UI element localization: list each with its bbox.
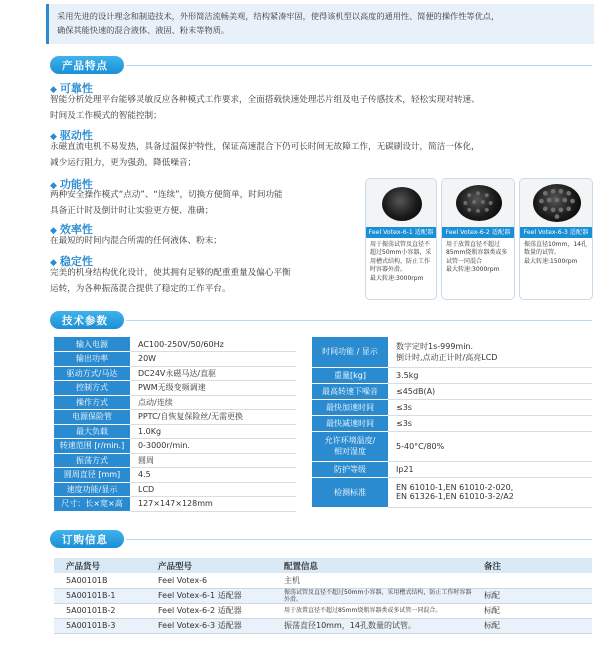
spec-value: ≤3s	[388, 415, 592, 431]
spec-key: 最快减速时间	[312, 415, 388, 431]
table-row	[54, 603, 592, 618]
spec-value: 5-40°C/80%	[388, 431, 592, 461]
adapter-1-label: Feel Votex-6-1 适配器	[366, 227, 436, 238]
spec-value: 圆周	[130, 453, 296, 468]
spec-key: 圆周直径 [mm]	[54, 468, 130, 483]
adapter-2-holes	[442, 179, 514, 227]
spec-key: 输入电源	[54, 337, 130, 352]
cell-code: 5A00101B-3	[54, 618, 146, 633]
table-row	[54, 366, 296, 381]
spec-value: EN 61010-1,EN 61010-2-020, EN 61326-1,EN 61010-3-2/A2	[388, 477, 592, 507]
spec-key: 最快加速时间	[312, 399, 388, 415]
cell-note: 标配	[472, 618, 592, 633]
spec-value: ≤45dB(A)	[388, 383, 592, 399]
spec-value: Ip21	[388, 461, 592, 477]
cell-model: Feel Votex-6	[146, 573, 272, 588]
cell-code: 5A00101B-1	[54, 588, 146, 603]
cell-code: 5A00101B	[54, 573, 146, 588]
feature-title-function: ◆ 功能性	[50, 178, 93, 191]
spec-key: 最高转速下噪音	[312, 383, 388, 399]
spec-value: 4.5	[130, 468, 296, 483]
feature-text-stability: 完美的机身结构优化设计，使其拥有足够的配重重量及偏心平衡 运转，为各种振荡混合提供了稳定的工作平台。	[50, 268, 291, 294]
spec-key: 最大负载	[54, 424, 130, 439]
adapter-2-label: Feel Votex-6-2 适配器	[442, 227, 514, 238]
table-row	[54, 381, 296, 396]
cell-model: Feel Votex-6-1 适配器	[146, 588, 272, 603]
spec-value: 0-3000r/min.	[130, 439, 296, 454]
cell-config: 振荡试管及直径不超过50mm小容器，采用槽式结构，防止工作时容器外滑。	[272, 588, 472, 603]
feature-title-drive: ◆ 驱动性	[50, 129, 93, 142]
intro-line-2: 确保其能快速的混合液体、液固、粉末等物质。	[57, 25, 229, 35]
section-title-order: 订购信息	[50, 530, 124, 548]
column-header: 产品货号	[54, 558, 146, 573]
intro-banner	[46, 4, 594, 44]
spec-value: 3.5kg	[388, 367, 592, 383]
column-header: 产品型号	[146, 558, 272, 573]
table-header-row	[54, 558, 592, 573]
feature-text-efficiency: 在最短的时间内混合所需的任何液体、粉末；	[50, 236, 222, 246]
table-row	[54, 618, 592, 633]
table-row	[54, 573, 592, 588]
adapter-1-photo	[366, 179, 436, 227]
table-row	[54, 395, 296, 410]
cell-model: Feel Votex-6-2 适配器	[146, 603, 272, 618]
spec-key: 时间功能 / 显示	[312, 337, 388, 367]
spec-key: 防护等级	[312, 461, 388, 477]
spec-key: 驱动方式/马达	[54, 366, 130, 381]
table-row	[312, 461, 592, 477]
feature-title-reliability: ◆ 可靠性	[50, 82, 93, 95]
adapter-card-2	[441, 178, 515, 300]
spec-key: 操作方式	[54, 395, 130, 410]
table-row	[54, 352, 296, 367]
section-title-features: 产品特点	[50, 56, 124, 74]
spec-table-left	[54, 337, 296, 512]
section-title-specs: 技术参数	[50, 311, 124, 329]
spec-value: 127×147×128mm	[130, 497, 296, 512]
section-divider	[126, 320, 592, 321]
cell-note	[472, 573, 592, 588]
spec-value: DC24V永磁马达/直驱	[130, 366, 296, 381]
table-row	[312, 337, 592, 367]
feature-title-stability: ◆ 稳定性	[50, 255, 93, 268]
spec-key: 重量[kg]	[312, 367, 388, 383]
table-row	[54, 497, 296, 512]
spec-key: 尺寸：长×宽×高	[54, 497, 130, 512]
spec-value: PWM无级变频调速	[130, 381, 296, 396]
cell-code: 5A00101B-2	[54, 603, 146, 618]
spec-value: PPTC/自恢复保险丝/无需更换	[130, 410, 296, 425]
adapter-2-desc: 用于放置直径不超过 85mm烧瓶容器类或多 试管一同混合 最大转速:3000rpm	[446, 241, 508, 274]
spec-key: 控制方式	[54, 381, 130, 396]
table-row	[312, 399, 592, 415]
spec-key: 速度功能/显示	[54, 482, 130, 497]
spec-value: 1.0Kg	[130, 424, 296, 439]
adapter-card-1	[365, 178, 437, 300]
cell-config: 用于放置直径不超过85mm烧瓶容器类或多试管一同混合。	[272, 603, 472, 618]
section-divider	[126, 539, 592, 540]
adapter-3-holes	[520, 179, 592, 227]
table-row	[54, 482, 296, 497]
feature-text-drive: 永磁直流电机不易发热，具备过温保护特性，保证高速混合下仍可长时间无故障工作，无碳刷设计，简洁一体化， 减少运行阻力，更为强劲，降低噪音；	[50, 142, 480, 168]
column-header: 备注	[472, 558, 592, 573]
table-row	[312, 431, 592, 461]
cell-config: 主机	[272, 573, 472, 588]
spec-key: 输出功率	[54, 352, 130, 367]
adapter-1-desc: 用于振荡试管及直径不 超过50mm小容器，采 用槽式结构，防止工作 时容器外滑。 最大转速:3000rpm	[370, 241, 432, 282]
order-table	[54, 558, 592, 634]
section-divider	[126, 65, 592, 66]
cell-note: 标配	[472, 603, 592, 618]
spec-key: 允许环境温度/ 相对湿度	[312, 431, 388, 461]
spec-value: 20W	[130, 352, 296, 367]
spec-value: 点动/连续	[130, 395, 296, 410]
adapter-3-label: Feel Votex-6-3 适配器	[520, 227, 592, 238]
table-row	[312, 383, 592, 399]
spec-key: 电源保险管	[54, 410, 130, 425]
feature-title-efficiency: ◆ 效率性	[50, 223, 93, 236]
spec-value: ≤3s	[388, 399, 592, 415]
feature-text-function: 两种安全操作模式“点动”、“连续”，切换方便简单，时间功能 具备正计时及倒计时让实验更方便、准确；	[50, 190, 283, 216]
spec-value: 数字定时1s-999min. 倒计时,点动正计时/高亮LCD	[388, 337, 592, 367]
spec-key: 检测标准	[312, 477, 388, 507]
table-row	[54, 424, 296, 439]
adapter-card-3	[519, 178, 593, 300]
table-row	[54, 468, 296, 483]
table-row	[54, 439, 296, 454]
table-row	[54, 588, 592, 603]
cell-note: 标配	[472, 588, 592, 603]
table-row	[312, 415, 592, 431]
table-row	[312, 367, 592, 383]
spec-value: LCD	[130, 482, 296, 497]
table-row	[54, 410, 296, 425]
table-row	[54, 337, 296, 352]
cell-config: 振荡直径10mm，14孔数量的试管。	[272, 618, 472, 633]
column-header: 配置信息	[272, 558, 472, 573]
cell-model: Feel Votex-6-3 适配器	[146, 618, 272, 633]
feature-text-reliability: 智能分析处理平台能够灵敏反应各种模式工作要求，全面搭载快速处理芯片组及电子传感技术，轻松实现对转速、 时间及工作模式的智能控制；	[50, 95, 480, 121]
adapter-3-desc: 振荡直径10mm，14孔 数量的试管。 最大转速:1500rpm	[524, 241, 587, 265]
spec-table-right	[312, 337, 592, 508]
intro-line-1: 采用先进的设计理念和制造技术，外形简洁流畅美观，结构紧凑牢固，使得该机型以高度的通用性、简便的操作性等优点，	[57, 11, 500, 21]
spec-key: 转速范围 [r/min.]	[54, 439, 130, 454]
table-row	[312, 477, 592, 507]
adapter-2-photo	[442, 179, 514, 227]
spec-value: AC100-250V/50/60Hz	[130, 337, 296, 352]
table-row	[54, 453, 296, 468]
adapter-3-photo	[520, 179, 592, 227]
spec-key: 振荡方式	[54, 453, 130, 468]
